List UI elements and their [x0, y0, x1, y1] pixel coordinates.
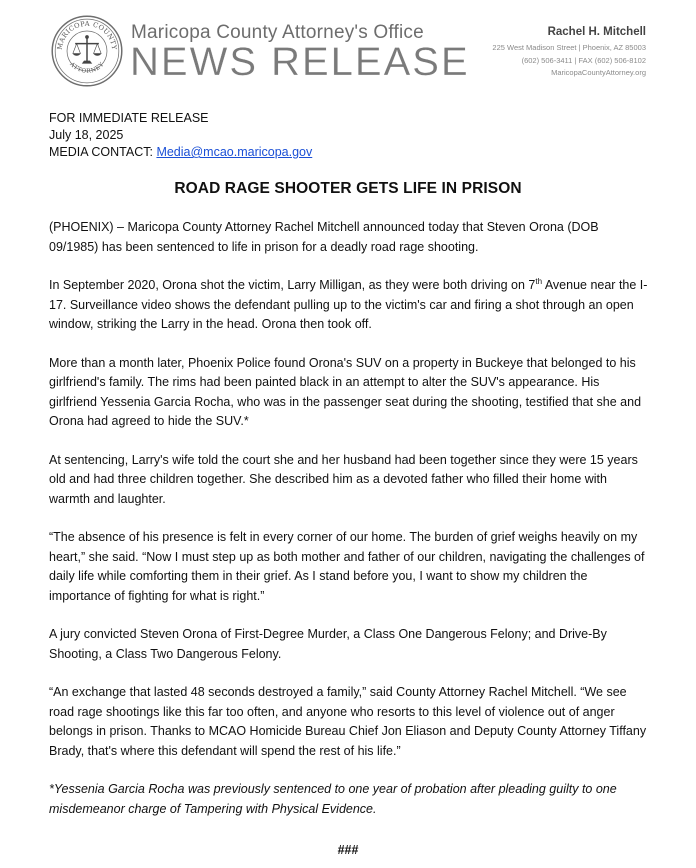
- letterhead: [0, 0, 696, 100]
- media-contact: [49, 144, 312, 161]
- svg-text:ATTORNEY: ATTORNEY: [68, 61, 106, 75]
- footnote: *Yessenia Garcia Rocha was previously sentenced to one year of probation after pleading guilty to one misdemeanor charge of Tampering with Physical Evidence.: [49, 782, 617, 816]
- attorney-name: Rachel H. Mitchell: [547, 26, 646, 38]
- news-release-title: NEWS RELEASE: [130, 40, 470, 84]
- office-phone-fax: (602) 506-3411 | FAX (602) 506-8102: [521, 55, 646, 65]
- headline: ROAD RAGE SHOOTER GETS LIFE IN PRISON: [174, 180, 522, 197]
- svg-text:MARICOPA COUNTY: MARICOPA COUNTY: [55, 19, 119, 51]
- release-label: FOR IMMEDIATE RELEASE: [49, 111, 209, 125]
- release-meta: [49, 110, 312, 161]
- end-mark: ###: [337, 843, 359, 857]
- office-website: MaricopaCountyAttorney.org: [551, 68, 646, 77]
- media-contact-label: MEDIA CONTACT:: [49, 145, 153, 159]
- office-contact-block: [492, 25, 646, 80]
- paragraph: (PHOENIX) – Maricopa County Attorney Rachel Mitchell announced today that Steven Orona (DOB 09/1985) has been sentenced to life in prison for a deadly road rage shooting.: [49, 220, 599, 254]
- office-name: Maricopa County Attorney's Office: [131, 22, 424, 43]
- paragraph: More than a month later, Phoenix Police found Orona's SUV on a property in Buckeye that belonged to his girlfriend's family. The rims had been painted black in an attempt to alter the SUV's appearance. His girlfriend Yessenia Garcia Rocha, who was in the passenger seat during the shooting, testified that she and Orona had agreed to hide the SUV.*: [49, 355, 642, 428]
- office-address: 225 West Madison Street | Phoenix, AZ 85003: [492, 43, 646, 52]
- paragraph: A jury convicted Steven Orona of First-Degree Murder, a Class One Dangerous Felony; and Drive-By Shooting, a Class Two Dangerous Felony.: [49, 627, 607, 661]
- media-contact-email-link[interactable]: Media@mcao.maricopa.gov: [156, 145, 313, 159]
- paragraph: In September 2020, Orona shot the victim, Larry Milligan, as they were both driving on 7th Avenue near the I-17. Surveillance video shows the defendant pulling up to the victim's car and firing a shot through an open window, striking the Larry in the head. Orona then took off.: [49, 276, 648, 331]
- quote-paragraph: “The absence of his presence is felt in every corner of our home. The burden of grief weighs heavily on my heart,” she said. “Now I must step up as both mother and father of our children, navigating the challenges of daily life while comforting them in their grief. As I stand before you, I want to show my children the importance of fighting for what is right.”: [49, 530, 645, 603]
- paragraph: At sentencing, Larry's wife told the court she and her husband had been together since they were 15 years old and had three children together. She described him as a devoted father who filled their home with warmth and laughter.: [49, 452, 638, 506]
- article-body: [49, 218, 649, 838]
- quote-paragraph: “An exchange that lasted 48 seconds destroyed a family,” said County Attorney Rachel Mitchell. “We see road rage shootings like this far too often, and anyone who resorts to this level of violence out of anger belongs in prison. Thanks to MCAO Homicide Bureau Chief Jon Eliason and Deputy County Attorney Tiffany Brady, that's where this defendant will spend the rest of his life.”: [49, 685, 647, 758]
- county-seal-icon: [50, 14, 124, 88]
- release-date: July 18, 2025: [49, 128, 124, 142]
